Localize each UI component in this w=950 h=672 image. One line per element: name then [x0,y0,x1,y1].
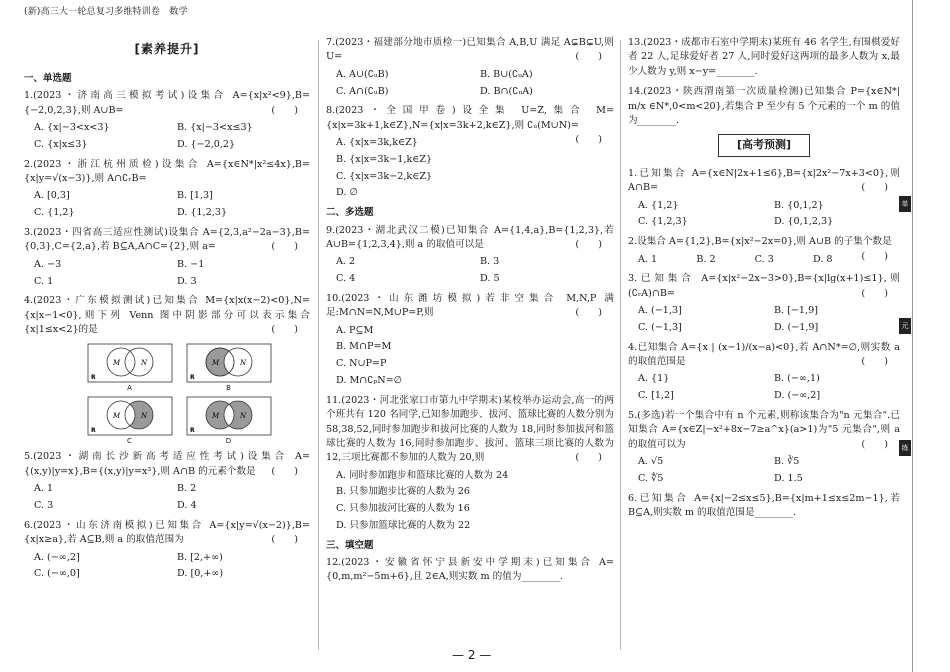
option: D. (−∞,2] [774,390,821,402]
strip-line [912,0,913,672]
options [628,371,900,405]
section-title: [素养提升] [134,42,200,56]
options [628,252,861,269]
options [24,188,310,222]
answer-paren: ( ) [575,134,602,146]
option: A. √5 [638,456,664,468]
venn-label-r: R [90,374,96,382]
question-1 [24,89,310,118]
option: B. −1 [177,258,205,270]
option: C. (−∞,0] [34,568,80,580]
question-text: 8.(2023・全国甲卷)设全集 U=Z,集合 M={x|x=3k+1,k∈Z},N={x|x=3k+2,k∈Z},则 ∁ᵤ(M∪N)= [326,105,614,131]
page-header: (新)高三大一轮总复习多维特训卷 数学 [24,7,188,17]
option: D. 只参加篮球比赛的人数为 22 [336,520,471,532]
option: D. {1,2,3} [177,207,228,219]
option: C. 4 [336,273,356,285]
question-13 [628,36,900,79]
side-tab: 单 [899,196,911,212]
venn-label-n: N [140,359,147,368]
venn-label-r: R [189,374,195,382]
options [24,481,310,515]
question-text: 6.已知集合 A={x|−2≤x≤5},B={x|m+1≤x≤2m−1},若 B⊆A,则实数 m 的取值范围是________. [628,492,900,519]
venn-option-a [84,343,175,394]
answer-paren: ( ) [271,324,298,336]
option: C. 3 [34,500,54,512]
option: B. {x|x=3k−1,k∈Z} [336,153,433,165]
option: B. 2 [177,483,197,495]
predict-question-1 [628,167,900,196]
question-text: 3.已知集合 A={x|x²−2x−3>0},B={x|lg(x+1)≤1},则 (∁ᵣA)∩B= [628,273,900,299]
venn-label-m: M [211,359,219,368]
question-text: 10.(2023・山东潍坊模拟)若非空集合 M,N,P 满足:M∩N=N,M∪P=P,则 [326,292,614,319]
venn-diagram-icon [87,396,173,436]
answer-paren: ( ) [271,534,298,546]
option: D. {0,1,2,3} [774,216,834,228]
option: C. A∩(∁ᵤB) [336,85,389,97]
options [628,454,900,488]
option: A. −3 [34,258,62,270]
venn-label-n: N [239,411,246,420]
predict-question-3 [628,272,900,301]
option: A. 同时参加跑步和篮球比赛的人数为 24 [336,469,509,481]
question-11 [326,394,614,466]
venn-option-label: C [127,436,132,445]
option: C. {x|x=3k−2,k∈Z} [336,170,433,182]
options [326,254,614,288]
predict-question-4 [628,341,900,370]
venn-label-m: M [211,411,219,420]
question-text: 11.(2023・河北张家口市第九中学期末)某校举办运动会,高一的两个班共有 120 名同学,已知参加跑步、拔河、篮球比赛的人数分别为 58,38,52,同时参加跑步和拔河比赛的人数为 18,同时参加拔河和篮球比赛的人数为 16,同时参加跑步、拔河、篮球三项比赛的人数为 12,三项比赛都不参加的人数为 20,则 [326,394,614,464]
option: C. 1 [34,275,54,287]
option: D. [0,+∞) [177,568,224,580]
option: D. ∅ [336,187,358,199]
question-10 [326,292,614,321]
venn-diagram-icon [186,396,272,436]
venn-option-label: B [226,384,231,393]
venn-label-n: N [140,411,147,420]
option: D. M∩∁ₚN=∅ [336,374,403,386]
column-right [628,36,900,523]
option: D. {−2,0,2} [177,138,236,150]
question-7 [326,36,614,65]
question-2 [24,158,310,187]
question-text: 1.已知集合 A={x∈N|2x+1≤6},B={x|2x²−7x+3<0},则 A∩B= [628,167,900,194]
venn-diagrams [84,343,274,446]
option: A. 2 [336,256,356,268]
question-14 [628,85,900,128]
question-text: 1.(2023・济南高三模拟考试)设集合 A={x|x²<9},B={−2,0,2,3},则 A∪B= [24,90,310,116]
answer-paren: ( ) [861,438,888,450]
venn-label-m: M [112,359,120,368]
options [326,135,575,202]
venn-diagram-icon [87,343,173,383]
option: A. 1 [638,253,658,265]
option: B. [1,3] [177,190,213,202]
question-text: 12.(2023・安徽省怀宁县新安中学期末)已知集合 A={0,m,m²−5m+6},且 2∈A,则实数 m 的值为________. [326,557,614,583]
option: D. 1.5 [774,473,803,484]
option: A. [0,3] [34,190,70,202]
page-number: — 2 — [452,648,492,662]
option: B. (−∞,1) [774,373,820,385]
question-5 [24,450,310,479]
option: C. 只参加拔河比赛的人数为 16 [336,503,470,515]
option: D. (−1,9] [774,321,819,333]
answer-paren: ( ) [271,465,298,477]
answer-paren: ( ) [575,452,602,464]
options [24,550,310,584]
question-text: 7.(2023・福建部分地市质检一)已知集合 A,B,U 满足 A⊊B⊊U,则 U= [326,37,614,63]
question-9 [326,224,614,253]
option: C. [1,2] [638,390,674,402]
column-divider [620,40,621,650]
question-text: 5.(2023・湖南长沙新高考适应性考试)设集合 A={(x,y)|y=x},B={(x,y)|y=x³},则 A∩B 的元素个数是 [24,451,310,477]
option: C. (−1,3] [638,321,682,333]
question-text: 13.(2023・成都市石室中学期末)某班有 46 名学生,有围棋爱好者 22 人,足球爱好者 27 人,同时爱好这两项的最多人数为 x,最少人数为 y,则 x−y=________. [628,37,900,77]
predict-question-6 [628,492,900,521]
column-left [24,36,310,587]
options [326,468,614,535]
option: B. ∛5 [774,456,800,468]
option: D. 5 [480,273,500,285]
side-tab: 练 [899,440,911,456]
answer-paren: ( ) [861,356,888,368]
option: B. {x|−3<x≤3} [177,122,253,134]
option: C. N∪P=P [336,358,387,370]
answer-paren: ( ) [861,287,888,299]
venn-label-r: R [90,426,96,434]
option: B. 3 [480,256,500,268]
option: B. M∩P=M [336,341,392,353]
option: B. B∪(∁ᵤA) [480,68,533,80]
venn-option-label: D [225,436,232,445]
answer-paren: ( ) [575,307,602,319]
venn-label-m: M [112,411,120,420]
question-text: 3.(2023・四省高三适应性测试)设集合 A={2,3,a²−2a−3},B={0,3},C={2,a},若 B⊆A,A∩C={2},则 a= [24,226,310,253]
option: A. {x|x=3k,k∈Z} [336,137,418,149]
venn-label-r: R [189,426,195,434]
answer-paren: ( ) [861,182,888,194]
option: A. (−∞,2] [34,551,80,563]
predict-question-5 [628,409,900,452]
question-3 [24,226,310,255]
option: D. 8 [812,253,833,265]
question-text: 4.(2023・广东模拟测试)已知集合 M={x|x(x−2)<0},N={x|x−1<0},则下列 Venn 图中阴影部分可以表示集合{x|1≤x<2}的是 [24,295,310,336]
subsection-heading: 三、填空题 [326,539,374,551]
question-4 [24,294,310,337]
option: C. {x|x≤3} [34,138,88,150]
option: C. {1,2,3} [638,216,688,228]
option: B. [−1,9] [774,305,818,317]
options [628,303,900,337]
option: A. P⊆M [336,324,374,336]
option: A. (−1,3] [638,305,682,317]
section-title-boxed: [高考预测] [718,134,810,157]
option: B. [2,+∞) [177,551,223,563]
question-12 [326,556,614,585]
option: A. {x|−3<x<3} [34,122,110,134]
answer-paren: ( ) [861,250,888,262]
option: A. {1} [638,373,670,385]
options [326,323,614,390]
option: D. B∩(∁ᵤA) [480,85,533,97]
question-text: 9.(2023・湖北武汉二模)已知集合 A={1,4,a},B={1,2,3},若 A∪B={1,2,3,4},则 a 的取值可以是 [326,224,614,250]
venn-option-label: A [127,384,132,393]
options [326,67,614,101]
options [24,257,310,291]
venn-option-c [84,396,175,447]
answer-paren: ( ) [575,238,602,250]
option: C. {1,2} [34,207,75,219]
options [628,198,900,232]
answer-paren: ( ) [575,51,602,63]
option: B. 只参加跑步比赛的人数为 26 [336,486,470,498]
option: D. 3 [177,275,197,287]
option: C. ∜5 [638,473,664,484]
venn-option-d [183,396,274,447]
column-divider [318,40,319,650]
venn-label-n: N [239,359,246,368]
venn-diagram-icon [186,343,272,383]
option: A. {1,2} [638,199,679,211]
question-text: 6.(2023・山东济南模拟)已知集合 A={x|y=√(x−2)},B={x|x≥a},若 A⊆B,则 a 的取值范围为 [24,519,310,546]
question-6 [24,519,310,548]
option: D. 4 [177,500,197,512]
answer-paren: ( ) [271,104,298,116]
question-text: 2.(2023・浙江杭州质检)设集合 A={x∈N*|x²≤4x},B={x|y=√(x−3)},则 A∩∁ᵣB= [24,158,310,184]
subsection-heading: 二、多选题 [326,207,374,219]
binding-strip [906,0,950,672]
question-text: 4.已知集合 A={x | (x−1)/(x−a)<0},若 A∩N*=∅,则实数 a 的取值范围是 [628,341,900,368]
option: A. A∪(∁ᵤB) [336,68,389,80]
side-tab: 元 [899,318,911,334]
question-text: 5.(多选)若一个集合中有 n 个元素,则称该集合为"n 元集合".已知集合 A={x∈Z|−x²+8x−7≥a^x}(a>1)为"5 元集合",则 a 的取值可以为 [628,410,900,450]
venn-option-b [183,343,274,394]
question-text: 2.设集合 A={1,2},B={x|x²−2x=0},则 A∪B 的子集个数是 [628,236,892,248]
column-middle [326,36,614,587]
option: C. 3 [754,253,774,265]
option: A. 1 [34,483,54,495]
subsection-heading: 一、单选题 [24,73,72,84]
option: B. {0,1,2} [774,199,824,211]
question-text: 14.(2023・陕西渭南第一次质量检测)已知集合 P={x∈N*| m/x ∈N*,0<m<20},若集合 P 至少有 5 个元素的一个 m 的值为________. [628,86,900,126]
options [24,120,310,154]
option: B. 2 [696,253,716,265]
answer-paren: ( ) [271,241,298,253]
